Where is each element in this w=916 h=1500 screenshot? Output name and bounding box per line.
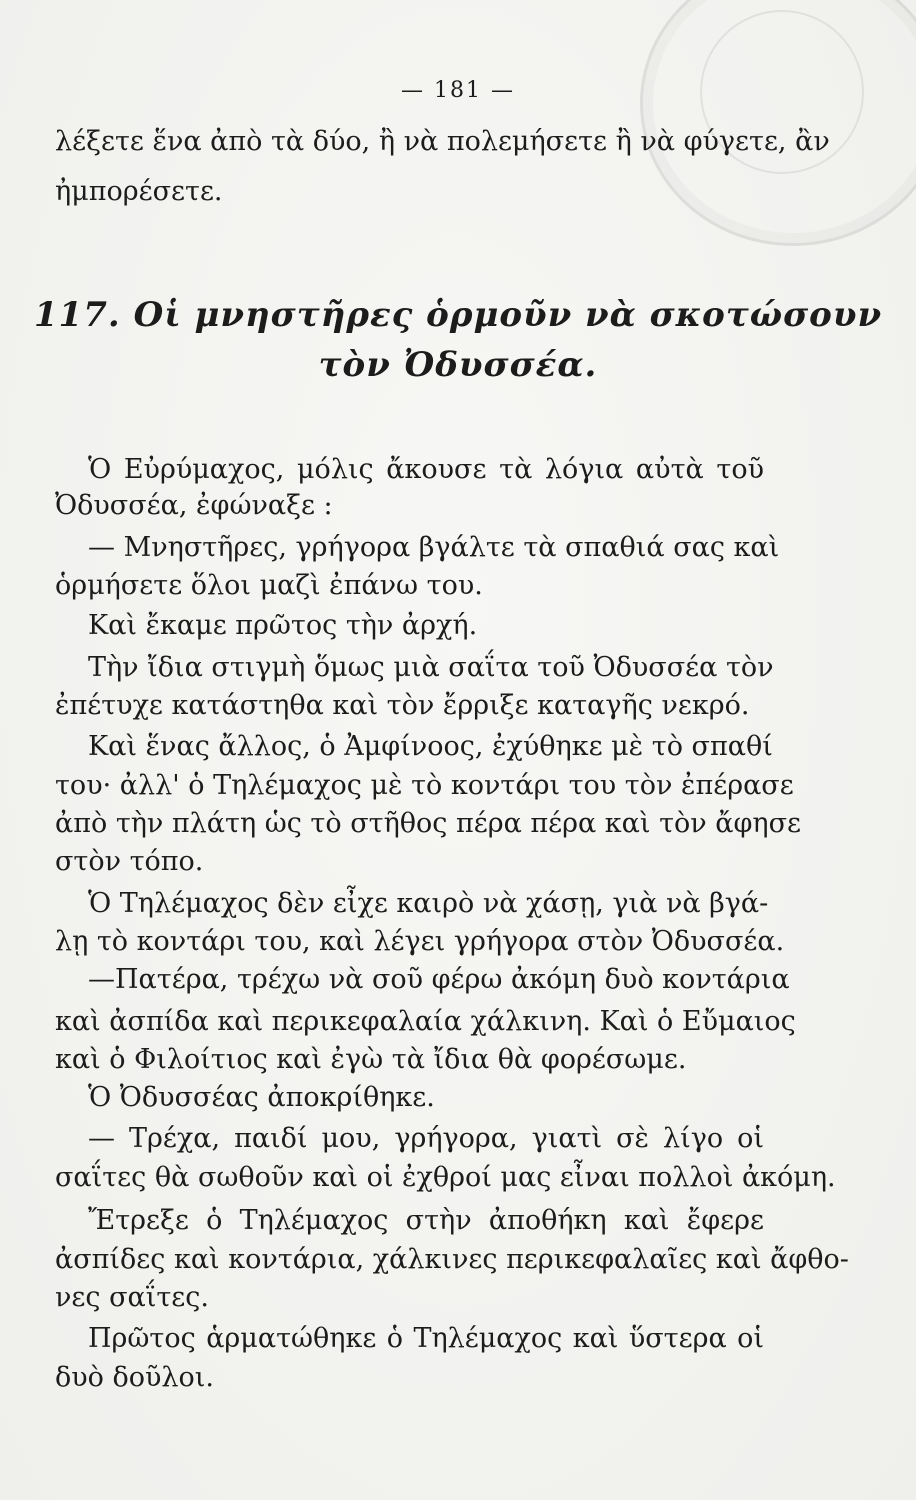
text-line: ἠμπορέσετε.: [55, 176, 223, 207]
text-line: ἀπὸ τὴν πλάτη ὡς τὸ στῆθος πέρα πέρα καὶ τὸν ἄφησε: [55, 808, 802, 839]
text-line: Ὁ Εὐρύμαχος, μόλις ἄκουσε τὰ λόγια αὐτὰ τοῦ: [88, 454, 764, 485]
text-line: του· ἀλλ' ὁ Τηλέμαχος μὲ τὸ κοντάρι του τὸν ἐπέρασε: [55, 770, 794, 801]
chapter-heading-line-1: 117. Οἱ μνηστῆρες ὁρμοῦν νὰ σκοτώσουν: [33, 295, 883, 335]
text-line: — Μνηστῆρες, γρήγορα βγάλτε τὰ σπαθιά σας καὶ: [88, 532, 780, 563]
text-line: Ἔτρεξε ὁ Τηλέμαχος στὴν ἀποθήκη καὶ ἔφερε: [88, 1205, 764, 1236]
text-line: — Τρέχα, παιδί μου, γρήγορα, γιατὶ σὲ λίγο οἱ: [88, 1123, 764, 1154]
text-line: στὸν τόπο.: [55, 846, 204, 877]
text-line: Ὁ Ὀδυσσέας ἀποκρίθηκε.: [88, 1082, 435, 1113]
text-line: Πρῶτος ἁρματώθηκε ὁ Τηλέμαχος καὶ ὕστερα οἱ: [88, 1323, 764, 1354]
text-line: ἐπέτυχε κατάστηθα καὶ τὸν ἔρριξε καταγῆς νεκρό.: [55, 690, 750, 721]
text-line: λέξετε ἕνα ἀπὸ τὰ δύο, ἢ νὰ πολεμήσετε ἢ νὰ φύγετε, ἂν: [55, 126, 830, 157]
text-line: καὶ ἀσπίδα καὶ περικεφαλαία χάλκινη. Καὶ ὁ Εὔμαιος: [55, 1006, 796, 1037]
text-line: —Πατέρα, τρέχω νὰ σοῦ φέρω ἀκόμη δυὸ κοντάρια: [88, 964, 790, 995]
chapter-heading-line-2: τὸν Ὀδυσσέα.: [318, 345, 598, 385]
text-line: Καὶ ἕνας ἄλλος, ὁ Ἀμφίνοος, ἐχύθηκε μὲ τὸ σπαθί: [88, 731, 773, 762]
text-line: ἀσπίδες καὶ κοντάρια, χάλκινες περικεφαλαῖες καὶ ἄφθο-: [55, 1244, 849, 1275]
text-line: σαΐτες θὰ σωθοῦν καὶ οἱ ἐχθροί μας εἶναι πολλοὶ ἀκόμη.: [55, 1162, 836, 1193]
text-line: λῃ τὸ κοντάρι του, καὶ λέγει γρήγορα στὸν Ὀδυσσέα.: [55, 926, 785, 957]
text-line: Ὁ Τηλέμαχος δὲν εἶχε καιρὸ νὰ χάσῃ, γιὰ νὰ βγά-: [88, 888, 769, 919]
text-line: Ὀδυσσέα, ἐφώναξε :: [55, 490, 333, 521]
text-line: καὶ ὁ Φιλοίτιος καὶ ἐγὼ τὰ ἴδια θὰ φορέσωμε.: [55, 1044, 687, 1075]
page-number: — 181 —: [401, 78, 515, 103]
text-line: νες σαΐτες.: [55, 1282, 209, 1313]
text-line: ὁρμήσετε ὅλοι μαζὶ ἐπάνω του.: [55, 570, 483, 601]
text-line: δυὸ δοῦλοι.: [55, 1362, 214, 1393]
text-line: Τὴν ἴδια στιγμὴ ὅμως μιὰ σαΐτα τοῦ Ὀδυσσέα τὸν: [88, 652, 774, 683]
text-line: Καὶ ἔκαμε πρῶτος τὴν ἀρχή.: [88, 610, 478, 641]
